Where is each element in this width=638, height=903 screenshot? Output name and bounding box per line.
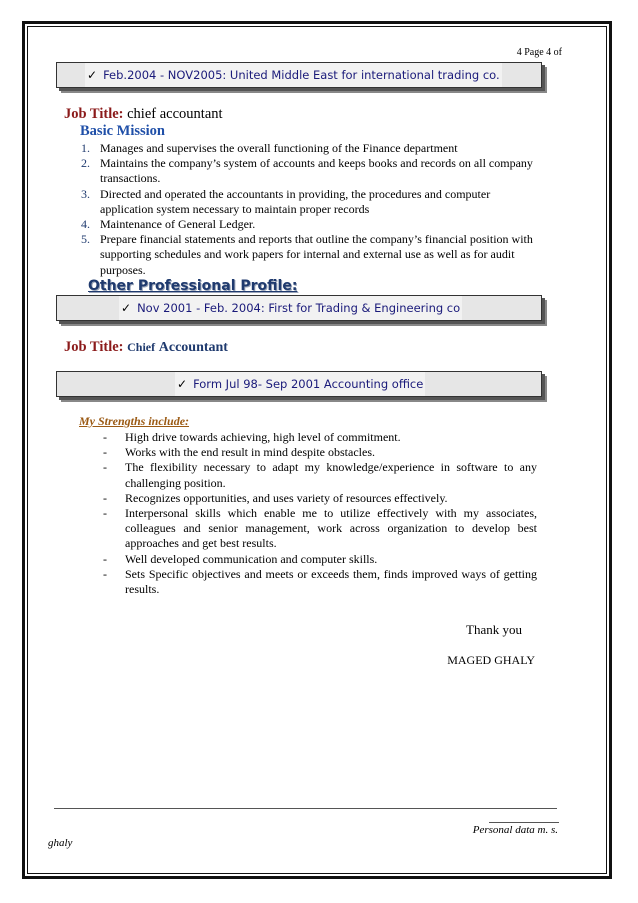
job-title-prefix: Chief [127, 340, 156, 354]
footer-surname: ghaly [48, 837, 73, 849]
duty-text: Directed and operated the accountants in providing, the procedures and computer application system necessary to maintain proper records [100, 186, 491, 216]
basic-mission-heading: Basic Mission [80, 123, 165, 139]
job-title-label: Job Title: [64, 339, 124, 355]
duty-item [81, 156, 541, 186]
duty-text: Maintains the company’s system of accounts and keeps books and records on all company transactions. [100, 156, 533, 186]
other-professional-profile-heading: Other Professional Profile: [88, 278, 298, 294]
duty-text: Manages and supervises the overall functioning of the Finance department [100, 141, 458, 155]
job-title-value: chief accountant [127, 106, 223, 122]
employment-banner-1-text: Feb.2004 - NOV2005: United Middle East for international trading co. [103, 68, 500, 82]
strengths-heading: My Strengths include: [79, 414, 190, 428]
signature-name: MAGED GHALY [447, 653, 535, 667]
strength-text: The flexibility necessary to adapt my knowledge/experience in software to any challenging position. [125, 460, 537, 490]
employment-banner-2-text: Nov 2001 - Feb. 2004: First for Trading & Engineering co [137, 301, 461, 315]
strength-text: Recognizes opportunities, and uses variety of resources effectively. [125, 490, 448, 505]
employment-banner-2 [56, 295, 542, 321]
strength-item: - Recognizes opportunities, and uses variety of resources effectively. [103, 490, 448, 505]
duty-number: 3. [81, 186, 90, 201]
strengths-list [103, 430, 537, 597]
strength-item: - Interpersonal skills which enable me to utilize effectively with my associates, colleagues and senior management, work across organization to develop best approaches and get best results. [103, 506, 537, 551]
footer-short-divider [489, 822, 559, 823]
strength-text: High drive towards achieving, high level of commitment. [125, 430, 401, 444]
footer-divider [54, 808, 557, 809]
strength-item: - High drive towards achieving, high level of commitment. [103, 430, 401, 444]
footer-personal-data: Personal data m. s. [472, 824, 558, 836]
strength-item: - Well developed communication and computer skills. [103, 551, 378, 566]
strength-text: Works with the end result in mind despite obstacles. [125, 445, 375, 460]
strength-text: Well developed communication and computer skills. [125, 551, 378, 566]
strength-item: - Works with the end result in mind despite obstacles. [103, 445, 375, 460]
duty-item [81, 141, 541, 156]
duty-item [81, 217, 541, 232]
job-title-label: Job Title: [64, 106, 124, 122]
duty-text: Prepare financial statements and reports that outline the company’s financial position with supporting schedules and work papers for internal and external use as well as for audit purposes. [100, 232, 533, 277]
job-title-2 [64, 339, 228, 356]
strength-text: Sets Specific objectives and meets or exceeds them, finds improved ways of getting results. [125, 566, 537, 597]
employment-banner-3-text: Form Jul 98- Sep 2001 Accounting office [193, 377, 424, 391]
checkmark-icon: ✓ [177, 377, 188, 391]
checkmark-icon: ✓ [121, 301, 132, 315]
duty-number: 4. [81, 217, 90, 232]
job-title-main: Accountant [158, 340, 228, 355]
strength-item: - Sets Specific objectives and meets or exceeds them, finds improved ways of getting results. [103, 566, 537, 597]
employment-banner-1 [56, 62, 542, 88]
job-title-1 [64, 106, 223, 123]
duty-number: 2. [81, 156, 90, 171]
duty-number: 5. [81, 232, 90, 247]
strength-item: - The flexibility necessary to adapt my knowledge/experience in software to any challenging position. [103, 460, 537, 490]
checkmark-icon: ✓ [87, 68, 98, 82]
duty-text: Maintenance of General Ledger. [100, 217, 256, 232]
duty-item [81, 232, 541, 278]
duty-number: 1. [81, 141, 90, 155]
strength-text: Interpersonal skills which enable me to utilize effectively with my associates, colleagues and senior management, work across organization to develop best approaches and get best results. [125, 506, 537, 551]
duties-list [81, 141, 541, 278]
duty-item [81, 187, 541, 217]
closing-thanks: Thank you [466, 622, 522, 637]
employment-banner-3 [56, 371, 542, 397]
page-number: 4 Page 4 of [516, 47, 562, 58]
